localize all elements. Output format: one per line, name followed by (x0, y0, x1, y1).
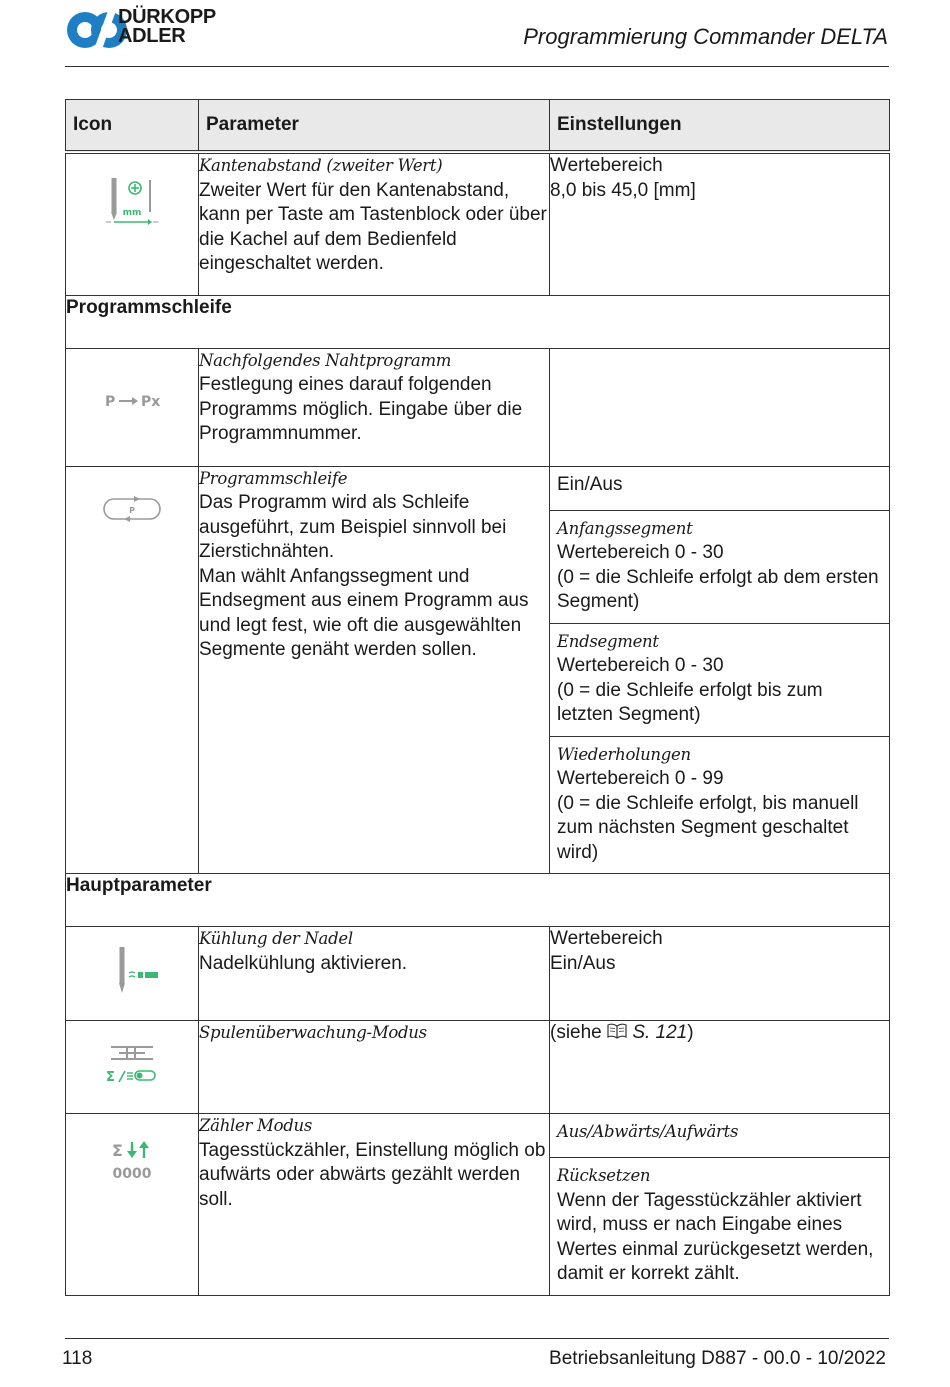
header-divider (65, 66, 889, 67)
table-row-spulenueberwachung (66, 1021, 890, 1114)
parameter-description: Zweiter Wert für den Kantenabstand, kann per Taste am Tastenblock oder über die Kachel auf dem Bedienfeld eingeschaltet werden. (199, 179, 547, 274)
settings-value: Ein/Aus (557, 473, 623, 495)
parameter-name: Spulenüberwachung-Modus (199, 1023, 427, 1042)
settings-cell (550, 927, 890, 1021)
parameter-name: Kantenabstand (zweiter Wert) (199, 156, 443, 175)
program-loop-icon (100, 489, 164, 529)
svg-text:Σ: Σ (106, 1070, 115, 1085)
settings-range: Wertebereich 0 - 30 (557, 655, 724, 676)
table-row-kantenabstand (66, 152, 890, 295)
parameter-cell (199, 466, 550, 874)
settings-note: (0 = die Schleife erfolgt ab dem ersten Segment) (557, 566, 879, 612)
page-number: 118 (62, 1348, 93, 1369)
settings-value: 8,0 bis 45,0 [mm] (550, 179, 696, 201)
parameter-name: Programmschleife (199, 468, 348, 488)
needle-cooling-icon (102, 943, 162, 999)
settings-value: Ein/Aus (550, 952, 616, 974)
settings-cell (550, 466, 890, 874)
table-row-kuehlung (66, 927, 890, 1021)
document-info: Betriebsanleitung D887 - 00.0 - 10/2022 (549, 1348, 886, 1369)
icon-p-label: P (105, 393, 116, 410)
settings-onoff (550, 467, 889, 511)
parameter-description-2: Man wählt Anfangssegment und Endsegment aus einem Programm aus und legt fest, wie oft die ausgewählten Segmente genäht werden sollen. (199, 565, 529, 660)
icon-mm-label: mm (122, 208, 142, 218)
program-arrow-icon (97, 389, 167, 413)
bobbin-monitor-icon (97, 1041, 167, 1087)
column-header-parameter: Parameter (199, 100, 550, 153)
counter-icon (102, 1136, 162, 1186)
settings-mode (550, 1114, 889, 1158)
parameter-name: Nachfolgendes Nahtprogramm (199, 350, 452, 370)
page-reference-link[interactable]: S. 121 (632, 1022, 688, 1043)
settings-reset (550, 1158, 889, 1295)
section-title: Hauptparameter (66, 874, 890, 927)
settings-title: Wiederholungen (557, 744, 691, 764)
parameter-description: Tagesstückzähler, Einstellung möglich ob aufwärts oder abwärts gezählt werden soll. (199, 1139, 546, 1210)
table-header-row (66, 100, 890, 153)
parameter-cell (199, 927, 550, 1021)
column-header-settings: Einstellungen (550, 100, 890, 153)
parameter-cell (199, 348, 550, 466)
brand-name (118, 8, 216, 46)
parameter-name: Zähler Modus (199, 1116, 312, 1135)
table-row-programmschleife (66, 466, 890, 874)
settings-range: Wertebereich 0 - 99 (557, 768, 724, 789)
section-row-programmschleife (66, 295, 890, 348)
parameter-cell (199, 1114, 550, 1296)
icon-cell (66, 152, 199, 295)
settings-title: Rücksetzen (557, 1166, 651, 1185)
settings-cell (550, 152, 890, 295)
reference-suffix: ) (687, 1022, 694, 1043)
settings-wiederholungen (550, 737, 889, 874)
section-title: Programmschleife (66, 295, 890, 348)
counter-digits: 0000 (112, 1166, 152, 1182)
reference-prefix: (siehe (550, 1022, 608, 1043)
icon-px-label: Px (141, 393, 161, 410)
section-row-hauptparameter (66, 874, 890, 927)
icon-cell (66, 1021, 199, 1114)
table-row-zaehler (66, 1114, 890, 1296)
settings-note: Wenn der Tagesstückzähler aktiviert wird, muss er nach Eingabe eines Wertes einmal zurückgesetzt werden, damit er korrekt zählt. (557, 1189, 874, 1284)
settings-note: (0 = die Schleife erfolgt, bis manuell zum nächsten Segment geschaltet wird) (557, 792, 859, 863)
svg-text:Σ: Σ (112, 1141, 123, 1160)
settings-cell (550, 1114, 890, 1296)
brand-line-2: ADLER (118, 25, 186, 47)
settings-anfangssegment (550, 511, 889, 624)
footer-divider (65, 1338, 889, 1339)
settings-cell (550, 1021, 890, 1114)
settings-note: (0 = die Schleife erfolgt bis zum letzten Segment) (557, 679, 823, 725)
parameter-cell (199, 1021, 550, 1114)
settings-title: Endsegment (557, 631, 659, 651)
parameter-cell (199, 152, 550, 295)
brand-line-1: DÜRKOPP (118, 6, 216, 28)
page-header-title: Programmierung Commander DELTA (523, 24, 888, 49)
settings-label: Wertebereich (550, 155, 663, 176)
settings-title: Anfangssegment (557, 518, 693, 538)
parameter-name: Kühlung der Nadel (199, 929, 353, 948)
parameter-description: Festlegung eines darauf folgenden Programms möglich. Eingabe über die Programmnummer. (199, 374, 523, 444)
parameter-description: Nadelkühlung aktivieren. (199, 952, 408, 974)
settings-endsegment (550, 624, 889, 737)
needle-edge-distance-icon (102, 172, 162, 236)
book-icon (607, 1023, 627, 1039)
icon-cell (66, 927, 199, 1021)
icon-cell (66, 466, 199, 874)
table-row-nachfolgendes-programm (66, 348, 890, 466)
settings-cell (550, 348, 890, 466)
column-header-icon: Icon (66, 100, 199, 153)
icon-cell (66, 1114, 199, 1296)
icon-p-label: P (129, 505, 135, 515)
settings-title: Aus/Abwärts/Aufwärts (557, 1122, 739, 1141)
icon-cell (66, 348, 199, 466)
parameter-table (65, 99, 890, 1296)
settings-label: Wertebereich (550, 928, 663, 949)
settings-range: Wertebereich 0 - 30 (557, 542, 724, 563)
parameter-description: Das Programm wird als Schleife ausgeführt, zum Beispiel sinnvoll bei Zierstichnähten. (199, 492, 507, 562)
